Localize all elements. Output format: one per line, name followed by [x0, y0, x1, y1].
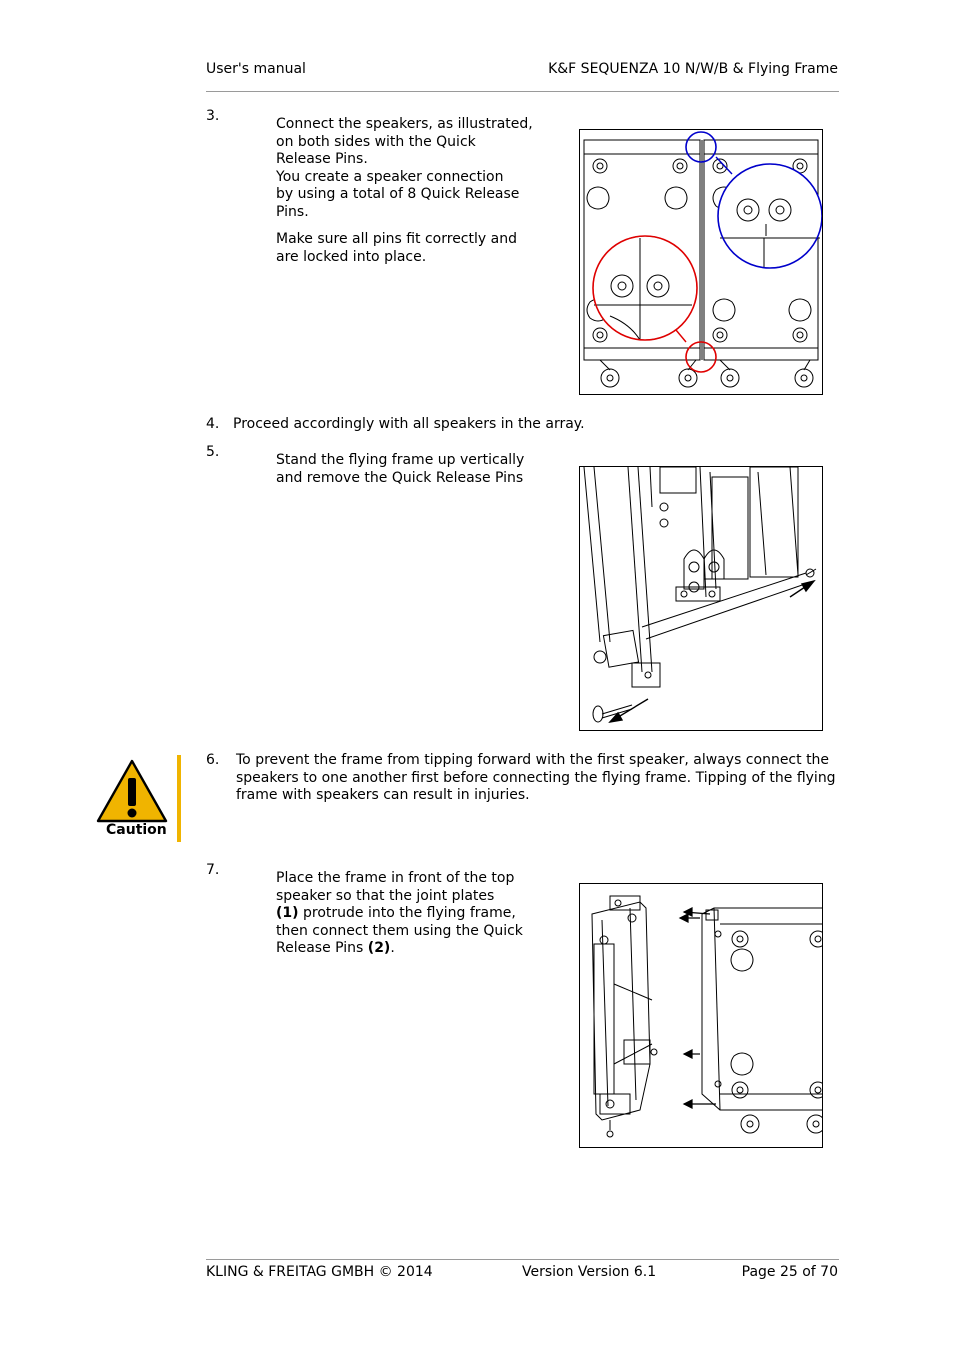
step-3-number: 3.	[206, 108, 220, 124]
step-3-note-line: are locked into place.	[276, 248, 427, 265]
frame-speaker-illustration	[580, 884, 822, 1147]
footer-rule	[206, 1259, 839, 1260]
figure-frame-in-front-of-speaker	[579, 883, 823, 1148]
footer-right: Page 25 of 70	[741, 1264, 838, 1280]
step-6-line: speakers to one another first before connecting the flying frame. Tipping of the flying	[236, 769, 836, 786]
step-6-text	[236, 752, 836, 805]
step-3-line: Release Pins.	[276, 151, 368, 167]
step-7-number: 7.	[206, 862, 220, 878]
step-7-line: speaker so that the joint plates	[276, 887, 495, 904]
step-5-line: and remove the Quick Release Pins	[276, 469, 524, 486]
joint-plate-ref: (1)	[276, 905, 299, 921]
step-4-text: Proceed accordingly with all speakers in the array.	[233, 416, 585, 432]
step-3-line: Connect the speakers, as illustrated,	[276, 116, 533, 132]
step-5-line: Stand the flying frame up vertically	[276, 452, 525, 468]
step-3-line: by using a total of 8 Quick Release	[276, 186, 520, 202]
header-rule	[206, 91, 839, 92]
step-3-note-line: Make sure all pins fit correctly and	[276, 231, 517, 247]
footer-center: Version Version 6.1	[522, 1264, 657, 1280]
step-4-number: 4.	[206, 416, 220, 432]
step-6-number: 6.	[206, 752, 220, 768]
flying-frame-illustration	[580, 467, 822, 730]
header-left: User's manual	[206, 61, 306, 77]
step-7-line: then connect them using the Quick	[276, 922, 523, 939]
header-right: K&F SEQUENZA 10 N/W/B & Flying Frame	[548, 61, 838, 77]
speaker-connection-illustration	[580, 130, 822, 394]
step-5-number: 5.	[206, 444, 220, 460]
quick-release-pin-ref: (2)	[367, 940, 391, 956]
figure-speaker-connection	[579, 129, 823, 395]
step-3-line: on both sides with the Quick	[276, 133, 476, 150]
caution-warning-icon	[96, 758, 168, 824]
highlight-circle-blue-small	[686, 132, 716, 162]
step-6-line: To prevent the frame from tipping forward with the first speaker, always connect the	[236, 752, 830, 768]
caution-bar	[177, 755, 181, 842]
step-7-line: (1) protrude into the flying frame,	[276, 905, 516, 921]
step-3-line: You create a speaker connection	[276, 168, 504, 185]
step-3-text	[276, 116, 533, 266]
figure-flying-frame-vertical	[579, 466, 823, 731]
step-7-line: Release Pins (2).	[276, 940, 395, 956]
footer-left: KLING & FREITAG GMBH © 2014	[206, 1264, 433, 1280]
step-5-text	[276, 452, 524, 487]
step-6-line: frame with speakers can result in injuries.	[236, 787, 530, 803]
step-7-text	[276, 870, 523, 958]
step-7-line: Place the frame in front of the top	[276, 870, 515, 886]
caution-label: Caution	[106, 822, 167, 838]
highlight-circle-red-small	[686, 342, 716, 372]
step-3-line: Pins.	[276, 203, 309, 220]
